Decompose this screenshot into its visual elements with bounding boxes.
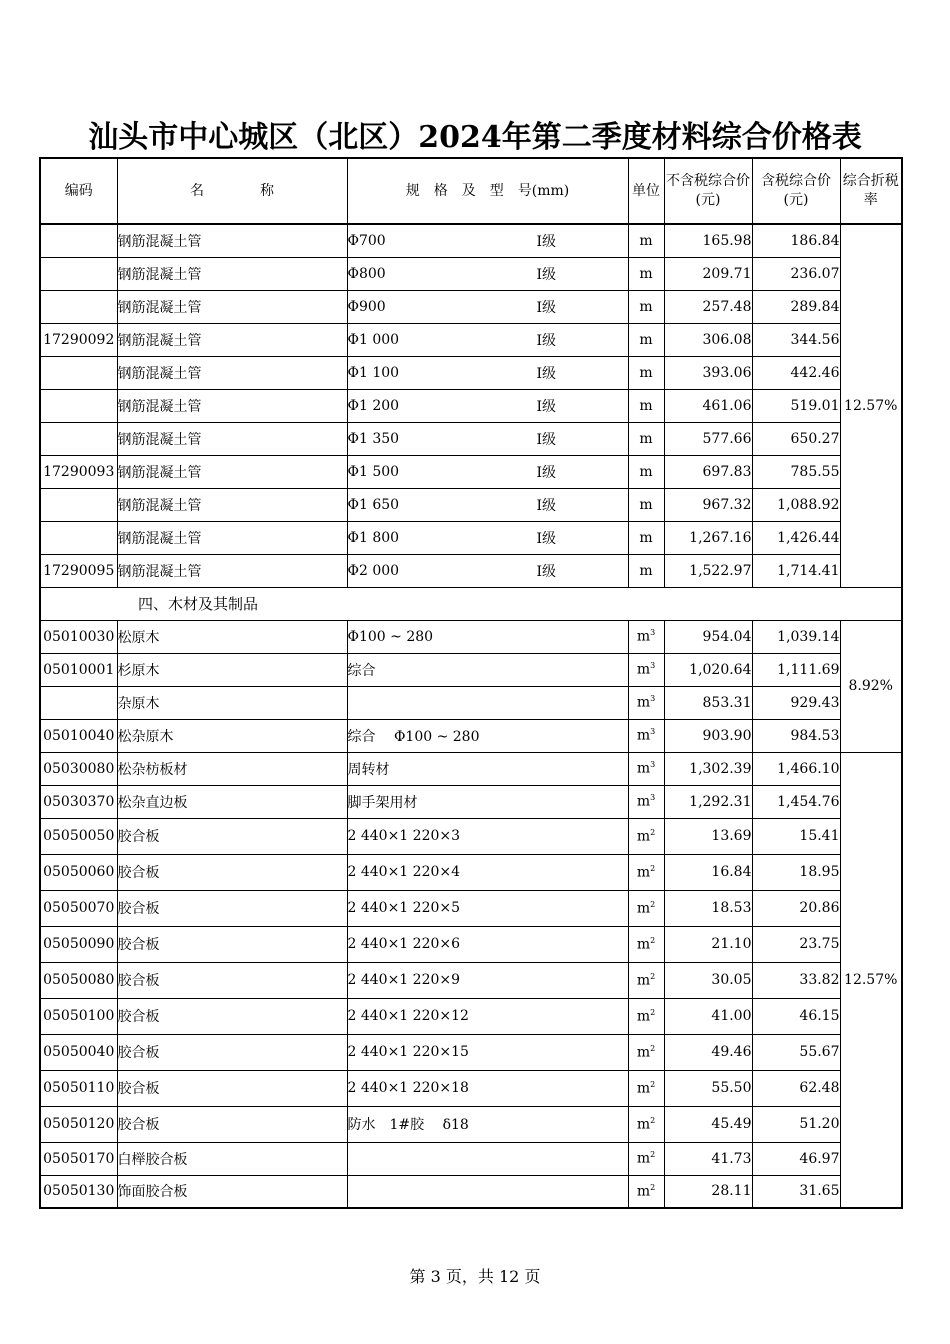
- price-inc-tax: 442.46: [752, 356, 840, 389]
- price-ex-tax: 18.53: [664, 890, 752, 926]
- table-row: [40, 389, 902, 422]
- unit-text: m: [639, 298, 653, 315]
- unit-text: m: [636, 1080, 651, 1097]
- grade-text: Ⅰ级: [536, 332, 557, 349]
- table-row: [40, 854, 902, 890]
- price-ex-tax: 209.71: [664, 257, 752, 290]
- material-spec: [347, 554, 628, 587]
- unit: [628, 962, 664, 998]
- spec-text: Φ1 650: [347, 496, 400, 513]
- price-ex-tax: 1,267.16: [664, 521, 752, 554]
- spec-text: 2 440×1 220×9: [347, 972, 461, 988]
- price-inc-tax: 1,088.92: [752, 488, 840, 521]
- unit-text: m: [639, 397, 653, 414]
- unit-text: m: [636, 694, 651, 711]
- material-spec: [347, 719, 628, 752]
- material-spec: [347, 686, 628, 719]
- unit-exponent: 3: [650, 760, 656, 770]
- unit-text: m: [639, 496, 653, 513]
- spec-text: Φ1 350: [347, 430, 400, 447]
- table-row: [40, 554, 902, 587]
- material-spec: [347, 422, 628, 455]
- unit: [628, 890, 664, 926]
- price-inc-tax: 15.41: [752, 818, 840, 854]
- material-code: 05050130: [40, 1175, 117, 1208]
- unit: [628, 818, 664, 854]
- table-row: [40, 1034, 902, 1070]
- unit-text: m: [639, 331, 653, 348]
- unit-exponent: 3: [650, 793, 656, 803]
- material-code: 05030080: [40, 752, 117, 785]
- price-inc-tax: 1,111.69: [752, 653, 840, 686]
- price-ex-tax: 903.90: [664, 719, 752, 752]
- material-code: 05050080: [40, 962, 117, 998]
- unit-text: m: [636, 828, 651, 845]
- grade-text: Ⅰ级: [536, 563, 557, 580]
- price-ex-tax: 1,292.31: [664, 785, 752, 818]
- material-code: 05050040: [40, 1034, 117, 1070]
- spec-text: Φ1 000: [347, 331, 400, 348]
- price-inc-tax: 1,466.10: [752, 752, 840, 785]
- table-row: [40, 752, 902, 785]
- price-inc-tax: 31.65: [752, 1175, 840, 1208]
- table-row: [40, 719, 902, 752]
- unit-text: m: [639, 430, 653, 447]
- unit: [628, 554, 664, 587]
- material-name: 杂原木: [117, 686, 347, 719]
- unit-text: m: [636, 1150, 651, 1167]
- material-name: 饰面胶合板: [117, 1175, 347, 1208]
- material-code: 17290093: [40, 455, 117, 488]
- table-row: [40, 926, 902, 962]
- material-name: 钢筋混凝土管: [117, 488, 347, 521]
- unit-exponent: 2: [650, 1079, 656, 1089]
- table-row: [40, 521, 902, 554]
- material-name: 松杂原木: [117, 719, 347, 752]
- price-inc-tax: 55.67: [752, 1034, 840, 1070]
- material-name: 松杂直边板: [117, 785, 347, 818]
- material-spec: [347, 1175, 628, 1208]
- price-ex-tax: 165.98: [664, 224, 752, 257]
- price-inc-tax: 344.56: [752, 323, 840, 356]
- grade-text: Ⅰ级: [536, 299, 557, 316]
- material-spec: [347, 1034, 628, 1070]
- spec-text: 2 440×1 220×6: [347, 936, 461, 952]
- unit-text: m: [636, 1044, 651, 1061]
- table-row: [40, 1175, 902, 1208]
- price-inc-tax: 23.75: [752, 926, 840, 962]
- unit: [628, 455, 664, 488]
- price-ex-tax: 1,302.39: [664, 752, 752, 785]
- unit: [628, 521, 664, 554]
- table-row: [40, 1142, 902, 1175]
- spec-text: 防水 1#胶 δ18: [347, 1117, 469, 1133]
- grade-text: Ⅰ级: [536, 365, 557, 382]
- spec-text: Φ1 200: [347, 397, 400, 414]
- unit-exponent: 2: [650, 1007, 656, 1017]
- material-name: 钢筋混凝土管: [117, 290, 347, 323]
- material-spec: [347, 890, 628, 926]
- table-row: [40, 290, 902, 323]
- header-code: 编码: [40, 158, 117, 224]
- spec-text: 2 440×1 220×15: [347, 1044, 469, 1060]
- table-row: [40, 224, 902, 257]
- spec-text: 2 440×1 220×5: [347, 900, 461, 916]
- price-ex-tax: 1,522.97: [664, 554, 752, 587]
- price-ex-tax: 461.06: [664, 389, 752, 422]
- unit-text: m: [636, 1008, 651, 1025]
- price-ex-tax: 49.46: [664, 1034, 752, 1070]
- material-name: 胶合板: [117, 998, 347, 1034]
- table-header: [40, 158, 902, 224]
- header-name: 名 称: [117, 158, 347, 224]
- unit-text: m: [639, 562, 653, 579]
- spec-text: 综合 Φ100 ~ 280: [347, 728, 480, 745]
- material-code: 05050170: [40, 1142, 117, 1175]
- table-row: [40, 653, 902, 686]
- spec-text: Φ800: [347, 265, 386, 282]
- unit-text: m: [636, 727, 651, 744]
- tax-rate: 12.57%: [840, 224, 902, 587]
- material-code: 05050110: [40, 1070, 117, 1106]
- material-spec: [347, 455, 628, 488]
- table-row: [40, 998, 902, 1034]
- unit: [628, 488, 664, 521]
- unit-text: m: [639, 529, 653, 546]
- unit: [628, 224, 664, 257]
- material-name: 胶合板: [117, 818, 347, 854]
- unit-text: m: [639, 364, 653, 381]
- unit-text: m: [636, 936, 651, 953]
- spec-text: 2 440×1 220×12: [347, 1008, 469, 1024]
- price-ex-tax: 41.00: [664, 998, 752, 1034]
- material-code: 05010040: [40, 719, 117, 752]
- material-code: 05050100: [40, 998, 117, 1034]
- unit-exponent: 3: [650, 694, 656, 704]
- unit-text: m: [636, 793, 651, 810]
- material-spec: [347, 521, 628, 554]
- unit-exponent: 2: [650, 863, 656, 873]
- section-row: [40, 587, 902, 620]
- material-code: [40, 521, 117, 554]
- material-name: 松原木: [117, 620, 347, 653]
- material-code: 05050090: [40, 926, 117, 962]
- material-name: 胶合板: [117, 1070, 347, 1106]
- table-row: [40, 890, 902, 926]
- material-name: 钢筋混凝土管: [117, 356, 347, 389]
- price-inc-tax: 1,454.76: [752, 785, 840, 818]
- price-inc-tax: 62.48: [752, 1070, 840, 1106]
- price-ex-tax: 697.83: [664, 455, 752, 488]
- price-inc-tax: 929.43: [752, 686, 840, 719]
- price-ex-tax: 28.11: [664, 1175, 752, 1208]
- price-ex-tax: 306.08: [664, 323, 752, 356]
- unit: [628, 926, 664, 962]
- table-row: [40, 620, 902, 653]
- spec-text: 2 440×1 220×3: [347, 828, 461, 844]
- unit-text: m: [636, 760, 651, 777]
- unit: [628, 785, 664, 818]
- unit: [628, 356, 664, 389]
- unit: [628, 686, 664, 719]
- grade-text: Ⅰ级: [536, 266, 557, 283]
- unit-exponent: 2: [650, 899, 656, 909]
- unit-text: m: [636, 661, 651, 678]
- unit-exponent: 2: [650, 1043, 656, 1053]
- material-spec: [347, 1070, 628, 1106]
- material-spec: [347, 257, 628, 290]
- material-name: 胶合板: [117, 854, 347, 890]
- price-inc-tax: 51.20: [752, 1106, 840, 1142]
- table-row: [40, 785, 902, 818]
- unit-exponent: 2: [650, 1115, 656, 1125]
- price-inc-tax: 20.86: [752, 890, 840, 926]
- spec-text: 综合: [347, 662, 376, 679]
- material-code: [40, 686, 117, 719]
- material-name: 钢筋混凝土管: [117, 323, 347, 356]
- table-row: [40, 686, 902, 719]
- material-name: 钢筋混凝土管: [117, 521, 347, 554]
- header-price-ex-tax: 不含税综合价(元): [664, 158, 752, 224]
- price-inc-tax: 46.15: [752, 998, 840, 1034]
- price-ex-tax: 853.31: [664, 686, 752, 719]
- material-name: 钢筋混凝土管: [117, 554, 347, 587]
- header-unit: 单位: [628, 158, 664, 224]
- material-code: 05010030: [40, 620, 117, 653]
- material-code: [40, 224, 117, 257]
- material-spec: [347, 290, 628, 323]
- unit-exponent: 2: [650, 935, 656, 945]
- unit-exponent: 3: [650, 661, 656, 671]
- table-row: [40, 455, 902, 488]
- spec-text: Φ1 500: [347, 463, 400, 480]
- price-inc-tax: 236.07: [752, 257, 840, 290]
- header-spec: 规 格 及 型 号(mm): [347, 158, 628, 224]
- material-name: 钢筋混凝土管: [117, 422, 347, 455]
- page-footer: 第 3 页，共 12 页: [409, 1267, 541, 1286]
- table-row: [40, 962, 902, 998]
- spec-text: Φ1 100: [347, 364, 400, 381]
- material-spec: [347, 323, 628, 356]
- table-row: [40, 488, 902, 521]
- price-ex-tax: 967.32: [664, 488, 752, 521]
- unit-exponent: 2: [650, 971, 656, 981]
- unit-text: m: [636, 972, 651, 989]
- unit-text: m: [636, 900, 651, 917]
- grade-text: Ⅰ级: [536, 398, 557, 415]
- price-inc-tax: 650.27: [752, 422, 840, 455]
- material-name: 胶合板: [117, 926, 347, 962]
- price-inc-tax: 33.82: [752, 962, 840, 998]
- price-table: [39, 157, 903, 1209]
- material-code: [40, 389, 117, 422]
- material-name: 白榉胶合板: [117, 1142, 347, 1175]
- material-spec: [347, 620, 628, 653]
- price-ex-tax: 1,020.64: [664, 653, 752, 686]
- unit-text: m: [636, 1116, 651, 1133]
- price-inc-tax: 46.97: [752, 1142, 840, 1175]
- spec-text: Φ1 800: [347, 529, 400, 546]
- spec-text: Φ2 000: [347, 562, 400, 579]
- material-spec: [347, 224, 628, 257]
- material-name: 胶合板: [117, 1106, 347, 1142]
- unit: [628, 620, 664, 653]
- unit: [628, 998, 664, 1034]
- unit: [628, 422, 664, 455]
- grade-text: Ⅰ级: [536, 431, 557, 448]
- material-spec: [347, 389, 628, 422]
- price-inc-tax: 1,039.14: [752, 620, 840, 653]
- material-code: 17290092: [40, 323, 117, 356]
- grade-text: Ⅰ级: [536, 464, 557, 481]
- section-title: 四、木材及其制品: [40, 587, 902, 620]
- material-code: 05010001: [40, 653, 117, 686]
- page-title: 汕头市中心城区（北区）2024年第二季度材料综合价格表: [88, 120, 862, 155]
- material-code: 05050060: [40, 854, 117, 890]
- unit-exponent: 3: [650, 727, 656, 737]
- material-name: 松杂枋板材: [117, 752, 347, 785]
- material-code: [40, 488, 117, 521]
- grade-text: Ⅰ级: [536, 497, 557, 514]
- material-spec: [347, 356, 628, 389]
- unit: [628, 389, 664, 422]
- price-ex-tax: 21.10: [664, 926, 752, 962]
- price-ex-tax: 577.66: [664, 422, 752, 455]
- unit-text: m: [636, 628, 651, 645]
- unit-text: m: [636, 864, 651, 881]
- material-spec: [347, 962, 628, 998]
- material-code: 05050050: [40, 818, 117, 854]
- spec-text: 脚手架用材: [347, 794, 418, 811]
- material-spec: [347, 752, 628, 785]
- material-spec: [347, 653, 628, 686]
- spec-text: 周转材: [347, 761, 390, 778]
- material-name: 胶合板: [117, 962, 347, 998]
- unit: [628, 854, 664, 890]
- material-spec: [347, 854, 628, 890]
- table-row: [40, 422, 902, 455]
- material-code: 05050070: [40, 890, 117, 926]
- material-spec: [347, 785, 628, 818]
- price-ex-tax: 13.69: [664, 818, 752, 854]
- table-row: [40, 818, 902, 854]
- material-code: 17290095: [40, 554, 117, 587]
- material-name: 钢筋混凝土管: [117, 389, 347, 422]
- unit: [628, 653, 664, 686]
- unit-text: m: [639, 265, 653, 282]
- price-ex-tax: 16.84: [664, 854, 752, 890]
- unit-text: m: [636, 1183, 651, 1200]
- price-inc-tax: 1,714.41: [752, 554, 840, 587]
- table-row: [40, 1106, 902, 1142]
- unit: [628, 290, 664, 323]
- unit: [628, 1034, 664, 1070]
- tax-rate: 8.92%: [840, 620, 902, 752]
- table-row: [40, 356, 902, 389]
- price-ex-tax: 30.05: [664, 962, 752, 998]
- price-ex-tax: 45.49: [664, 1106, 752, 1142]
- spec-text: 2 440×1 220×18: [347, 1080, 469, 1096]
- unit: [628, 752, 664, 785]
- price-inc-tax: 1,426.44: [752, 521, 840, 554]
- unit-text: m: [639, 232, 653, 249]
- unit: [628, 1106, 664, 1142]
- unit-exponent: 2: [650, 1182, 656, 1192]
- material-name: 胶合板: [117, 890, 347, 926]
- unit-exponent: 3: [650, 628, 656, 638]
- material-spec: [347, 1142, 628, 1175]
- spec-text: Φ700: [347, 232, 386, 249]
- unit: [628, 323, 664, 356]
- material-code: [40, 257, 117, 290]
- material-code: 05050120: [40, 1106, 117, 1142]
- price-inc-tax: 289.84: [752, 290, 840, 323]
- material-code: [40, 290, 117, 323]
- material-name: 钢筋混凝土管: [117, 224, 347, 257]
- price-inc-tax: 186.84: [752, 224, 840, 257]
- price-inc-tax: 785.55: [752, 455, 840, 488]
- material-spec: [347, 998, 628, 1034]
- price-ex-tax: 393.06: [664, 356, 752, 389]
- price-ex-tax: 55.50: [664, 1070, 752, 1106]
- price-ex-tax: 257.48: [664, 290, 752, 323]
- material-spec: [347, 488, 628, 521]
- grade-text: Ⅰ级: [536, 530, 557, 547]
- spec-text: Φ100 ~ 280: [347, 628, 434, 645]
- material-code: 05030370: [40, 785, 117, 818]
- price-ex-tax: 41.73: [664, 1142, 752, 1175]
- unit: [628, 719, 664, 752]
- table-row: [40, 323, 902, 356]
- material-name: 杉原木: [117, 653, 347, 686]
- spec-text: Φ900: [347, 298, 386, 315]
- header-price-inc-tax: 含税综合价(元): [752, 158, 840, 224]
- table-row: [40, 257, 902, 290]
- spec-text: 2 440×1 220×4: [347, 864, 461, 880]
- unit: [628, 257, 664, 290]
- header-tax-rate: 综合折税率: [840, 158, 902, 224]
- tax-rate: 12.57%: [840, 752, 902, 1208]
- price-ex-tax: 954.04: [664, 620, 752, 653]
- unit-text: m: [639, 463, 653, 480]
- unit: [628, 1070, 664, 1106]
- unit: [628, 1142, 664, 1175]
- material-spec: [347, 1106, 628, 1142]
- unit-exponent: 2: [650, 1150, 656, 1160]
- table-row: [40, 1070, 902, 1106]
- price-inc-tax: 18.95: [752, 854, 840, 890]
- material-name: 钢筋混凝土管: [117, 455, 347, 488]
- material-name: 胶合板: [117, 1034, 347, 1070]
- material-name: 钢筋混凝土管: [117, 257, 347, 290]
- material-code: [40, 356, 117, 389]
- material-spec: [347, 926, 628, 962]
- unit-exponent: 2: [650, 827, 656, 837]
- price-inc-tax: 984.53: [752, 719, 840, 752]
- material-spec: [347, 818, 628, 854]
- price-inc-tax: 519.01: [752, 389, 840, 422]
- material-code: [40, 422, 117, 455]
- grade-text: Ⅰ级: [536, 233, 557, 250]
- unit: [628, 1175, 664, 1208]
